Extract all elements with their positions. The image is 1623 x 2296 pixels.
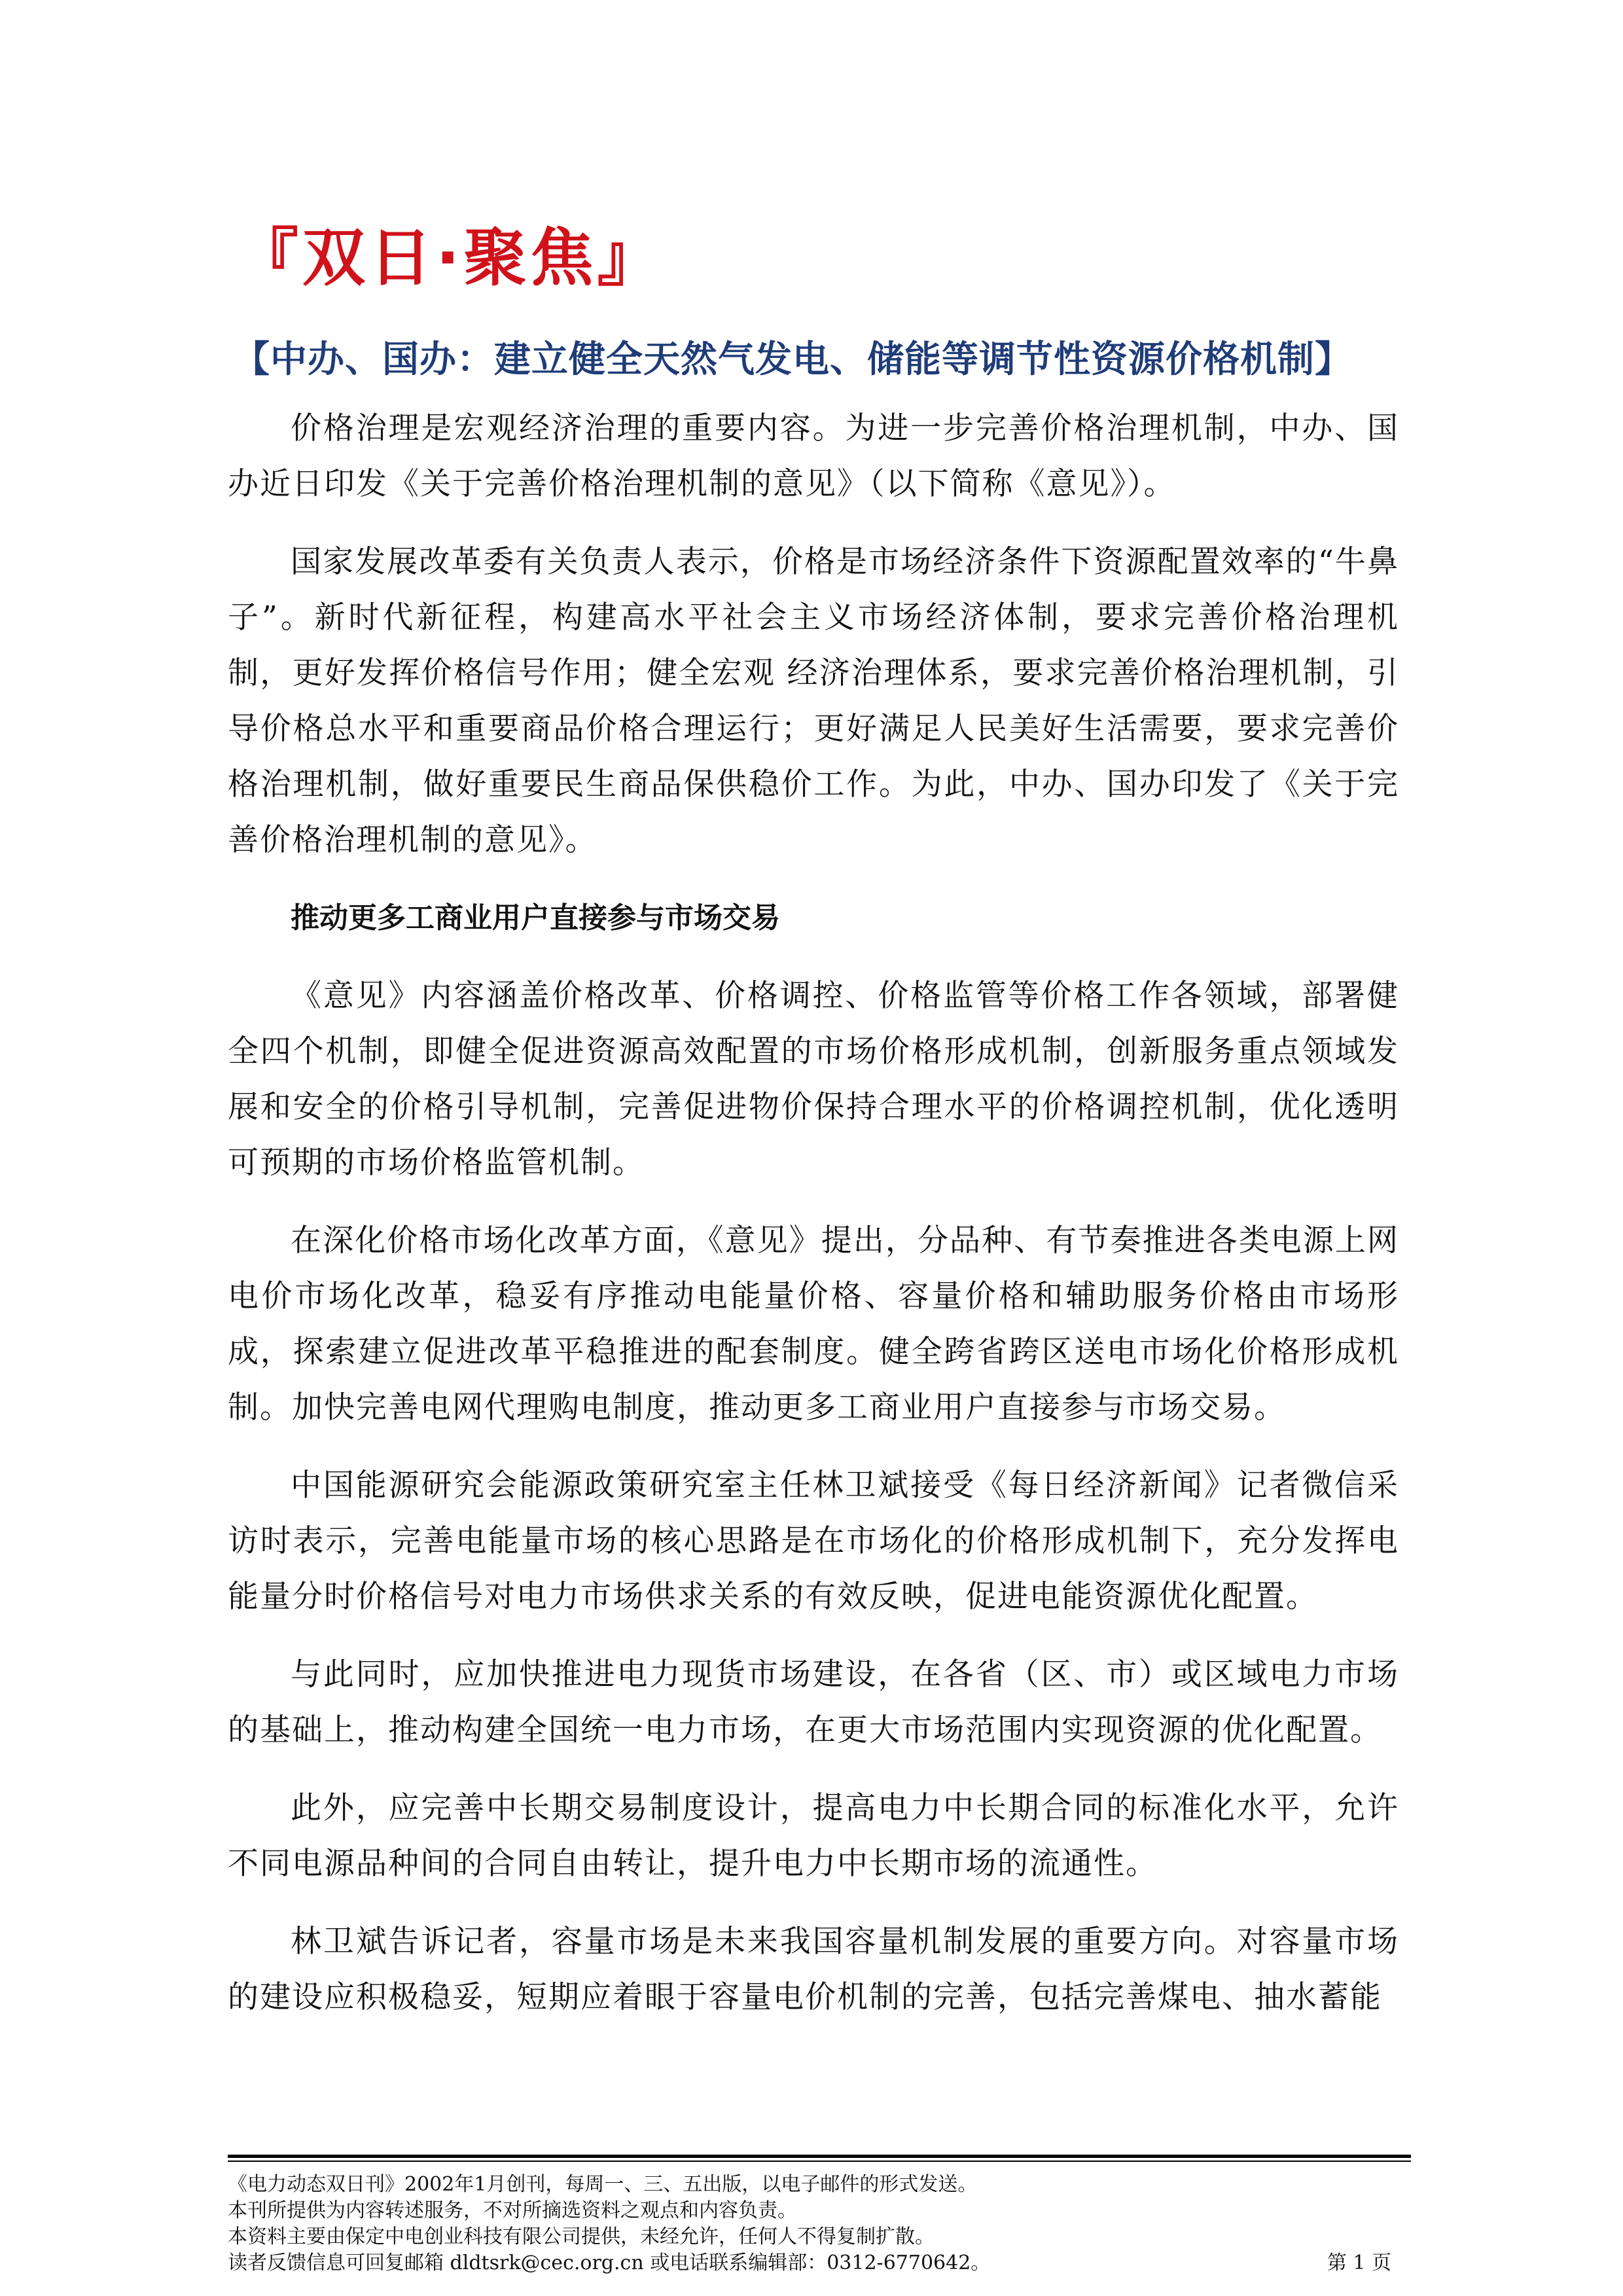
paragraph: 国家发展改革委有关负责人表示，价格是市场经济条件下资源配置效率的“牛鼻子”。新时代新征程，构建高水平社会主义市场经济体制，要求完善价格治理机制，更好发挥价格信号作用；健全宏观 经济治理体系，要求完善价格治理机制，引导价格总水平和重要商品价格合理运行；更好满足人民美好生活需要，要求完善价格治理机制，做好重要民生商品保供稳价工作。为此，中办、国办印发了《关于完善价格治理机制的意见》。 xyxy=(228,544,1399,858)
footer-divider-thick xyxy=(228,2155,1411,2158)
article-body xyxy=(228,401,1399,2047)
paragraph: 价格治理是宏观经济治理的重要内容。为进一步完善价格治理机制，中办、国办近日印发《关于完善价格治理机制的意见》（以下简称《意见》）。 xyxy=(228,410,1399,502)
paragraph: 此外，应完善中长期交易制度设计，提高电力中长期合同的标准化水平，允许不同电源品种间的合同自由转让，提升电力中长期市场的流通性。 xyxy=(228,1790,1399,1882)
section-title: 『双日·聚焦』 xyxy=(236,221,664,295)
paragraph: 在深化价格市场化改革方面，《意见》提出，分品种、有节奏推进各类电源上网电价市场化改革，稳妥有序推动电能量价格、容量价格和辅助服务价格由市场形成，探索建立促进改革平稳推进的配套制度。健全跨省跨区送电市场化价格形成机制。加快完善电网代理购电制度，推动更多工商业用户直接参与市场交易。 xyxy=(228,1223,1399,1426)
paragraph: 中国能源研究会能源政策研究室主任林卫斌接受《每日经济新闻》记者微信采访时表示，完善电能量市场的核心思路是在市场化的价格形成机制下，充分发挥电能量分时价格信号对电力市场供求关系的有效反映，促进电能资源优化配置。 xyxy=(228,1467,1399,1615)
footer-copyright: 本资料主要由保定中电创业科技有限公司提供，未经允许，任何人不得复制扩散。 xyxy=(228,2225,935,2248)
subheading: 推动更多工商业用户直接参与市场交易 xyxy=(291,901,780,935)
footer xyxy=(228,2172,1411,2276)
footer-contact: 读者反馈信息可回复邮箱 dldtsrk@cec.org.cn 或电话联系编辑部：0312-6770642。 xyxy=(228,2251,991,2274)
paragraph: 林卫斌告诉记者，容量市场是未来我国容量机制发展的重要方向。对容量市场的建设应积极稳妥，短期应着眼于容量电价机制的完善，包括完善煤电、抽水蓄能 xyxy=(228,1924,1399,2015)
footer-publication-info: 《电力动态双日刊》2002年1月创刊，每周一、三、五出版，以电子邮件的形式发送。 xyxy=(228,2173,978,2196)
page-number: 第 1 页 xyxy=(1327,2251,1391,2274)
footer-disclaimer: 本刊所提供为内容转述服务，不对所摘选资料之观点和内容负责。 xyxy=(228,2199,797,2222)
footer-divider-thin xyxy=(228,2161,1411,2162)
article-title: 【中办、国办：建立健全天然气发电、储能等调节性资源价格机制】 xyxy=(233,338,1352,381)
paragraph: 与此同时，应加快推进电力现货市场建设，在各省（区、市）或区域电力市场的基础上，推动构建全国统一电力市场，在更大市场范围内实现资源的优化配置。 xyxy=(228,1657,1399,1748)
footer-contact-row xyxy=(228,2250,1411,2276)
paragraph: 《意见》内容涵盖价格改革、价格调控、价格监管等价格工作各领域，部署健全四个机制，即健全促进资源高效配置的市场价格形成机制，创新服务重点领域发展和安全的价格引导机制，完善促进物价保持合理水平的价格调控机制，优化透明可预期的市场价格监管机制。 xyxy=(228,978,1399,1181)
